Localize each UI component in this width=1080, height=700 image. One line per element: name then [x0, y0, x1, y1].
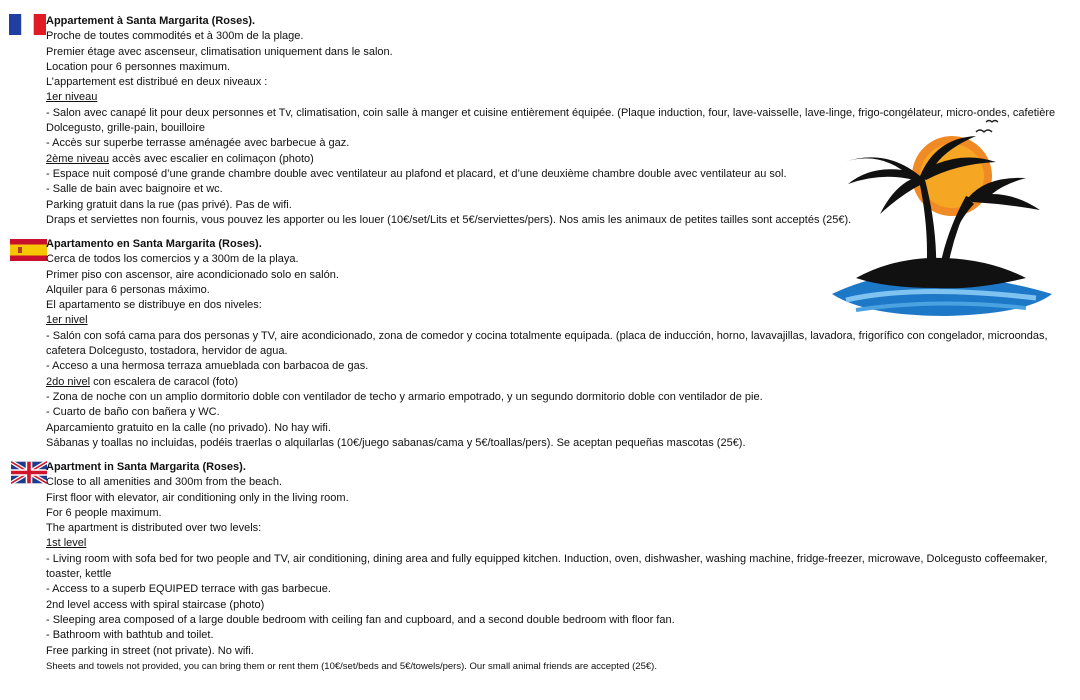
text-line: Free parking in street (not private). No wifi.: [46, 644, 254, 657]
text-line: Proche de toutes commodités et à 300m de la plage.: [46, 30, 304, 43]
text-line: - Acceso a una hermosa terraza amueblada con barbacoa de gas.: [46, 360, 369, 373]
text-line: Primer piso con ascensor, aire acondicionado solo en salón.: [46, 268, 339, 281]
text-line: 2nd level access with spiral staircase (photo): [46, 598, 265, 611]
level-heading: 2do nivel: [46, 375, 91, 388]
text-line: Sheets and towels not provided, you can bring them or rent them (10€/set/beds and 5€/towels/pers). Our small animal friends are accepted (25€).: [46, 660, 657, 672]
uk-flag-icon: [11, 461, 47, 484]
level-heading: 1er nivel: [46, 314, 88, 327]
text-line: - Espace nuit composé d’une grande chambre double avec ventilateur au plafond et placard, et d’une deuxième chambre double avec ventilateur au sol.: [46, 167, 787, 180]
text-line: El apartamento se distribuye en dos niveles:: [46, 299, 262, 312]
text-line: - Access to a superb EQUIPED terrace with gas barbecue.: [46, 583, 331, 596]
french-section: [46, 14, 1056, 228]
text-line: For 6 people maximum.: [46, 506, 162, 519]
level-heading: 2ème niveau: [46, 152, 109, 165]
text-line: Aparcamiento gratuito en la calle (no privado). No hay wifi.: [46, 421, 331, 434]
level-heading: 1st level: [46, 537, 87, 550]
text-line: - Cuarto de baño con bañera y WC.: [46, 406, 220, 419]
text-line: con escalera de caracol (foto): [90, 375, 239, 388]
text-line: First floor with elevator, air conditioning only in the living room.: [46, 491, 349, 504]
spanish-section: [46, 237, 1056, 451]
text-line: [46, 152, 1056, 167]
france-flag-icon: [9, 14, 46, 35]
english-section: [46, 460, 1056, 674]
text-line: The apartment is distributed over two levels:: [46, 522, 262, 535]
text-line: accès avec escalier en colimaçon (photo): [109, 152, 314, 165]
section-title: Apartment in Santa Margarita (Roses).: [46, 461, 246, 473]
spain-flag-icon: [10, 239, 47, 261]
level-heading: 1er niveau: [46, 91, 98, 104]
text-line: L’appartement est distribué en deux niveaux :: [46, 76, 268, 89]
text-line: - Bathroom with bathtub and toilet.: [46, 629, 214, 642]
text-line: - Accès sur superbe terrasse aménagée avec barbecue à gaz.: [46, 137, 350, 150]
text-line: - Living room with sofa bed for two people and TV, air conditioning, dining area and fully equipped kitchen. Induction, oven, dishwasher, washing machine, fridge-freezer, microwave, Dolcegusto coffeemaker, toaster, kettle: [46, 552, 1048, 581]
text-line: - Salón con sofá cama para dos personas y TV, aire acondicionado, zona de comedor y cocina totalmente equipada. (placa de inducción, horno, lavavajillas, lavadora, frigorífico con congelador, microondas, cafetera Dolcegusto, tostadora, hervidor de agua.: [46, 329, 1048, 358]
text-line: Cerca de todos los comercios y a 300m de la playa.: [46, 253, 299, 266]
text-line: - Sleeping area composed of a large double bedroom with ceiling fan and cupboard, and a second double bedroom with floor fan.: [46, 613, 675, 626]
text-line: - Zona de noche con un amplio dormitorio doble con ventilador de techo y armario empotrado, y un segundo dormitorio doble con ventilador de pie.: [46, 390, 763, 403]
text-line: Parking gratuit dans la rue (pas privé). Pas de wifi.: [46, 198, 292, 211]
text-line: Draps et serviettes non fournis, vous pouvez les apporter ou les louer (10€/set/Lits et 5€/serviettes/pers). Nos amis les animaux de petites tailles sont acceptés (25€).: [46, 213, 852, 226]
text-line: Close to all amenities and 300m from the beach.: [46, 476, 283, 489]
text-line: Alquiler para 6 personas máximo.: [46, 283, 210, 296]
section-title: Apartamento en Santa Margarita (Roses).: [46, 238, 262, 250]
section-title: Appartement à Santa Margarita (Roses).: [46, 15, 256, 27]
text-line: - Salle de bain avec baignoire et wc.: [46, 183, 223, 196]
text-line: [46, 375, 1056, 390]
text-line: Premier étage avec ascenseur, climatisation uniquement dans le salon.: [46, 45, 393, 58]
text-line: Sábanas y toallas no incluidas, podéis traerlas o alquilarlas (10€/juego sabanas/cama y 5€/toallas/pers). Se aceptan pequeñas mascotas (25€).: [46, 436, 746, 449]
text-line: - Salon avec canapé lit pour deux personnes et Tv, climatisation, coin salle à manger et cuisine entièrement équipée. (Plaque induction, four, lave-vaisselle, lave-linge, frigo-congélateur, micro-ondes, cafetière Dolcegusto, grille-pain, bouilloire: [46, 106, 1056, 135]
text-line: Location pour 6 personnes maximum.: [46, 60, 231, 73]
